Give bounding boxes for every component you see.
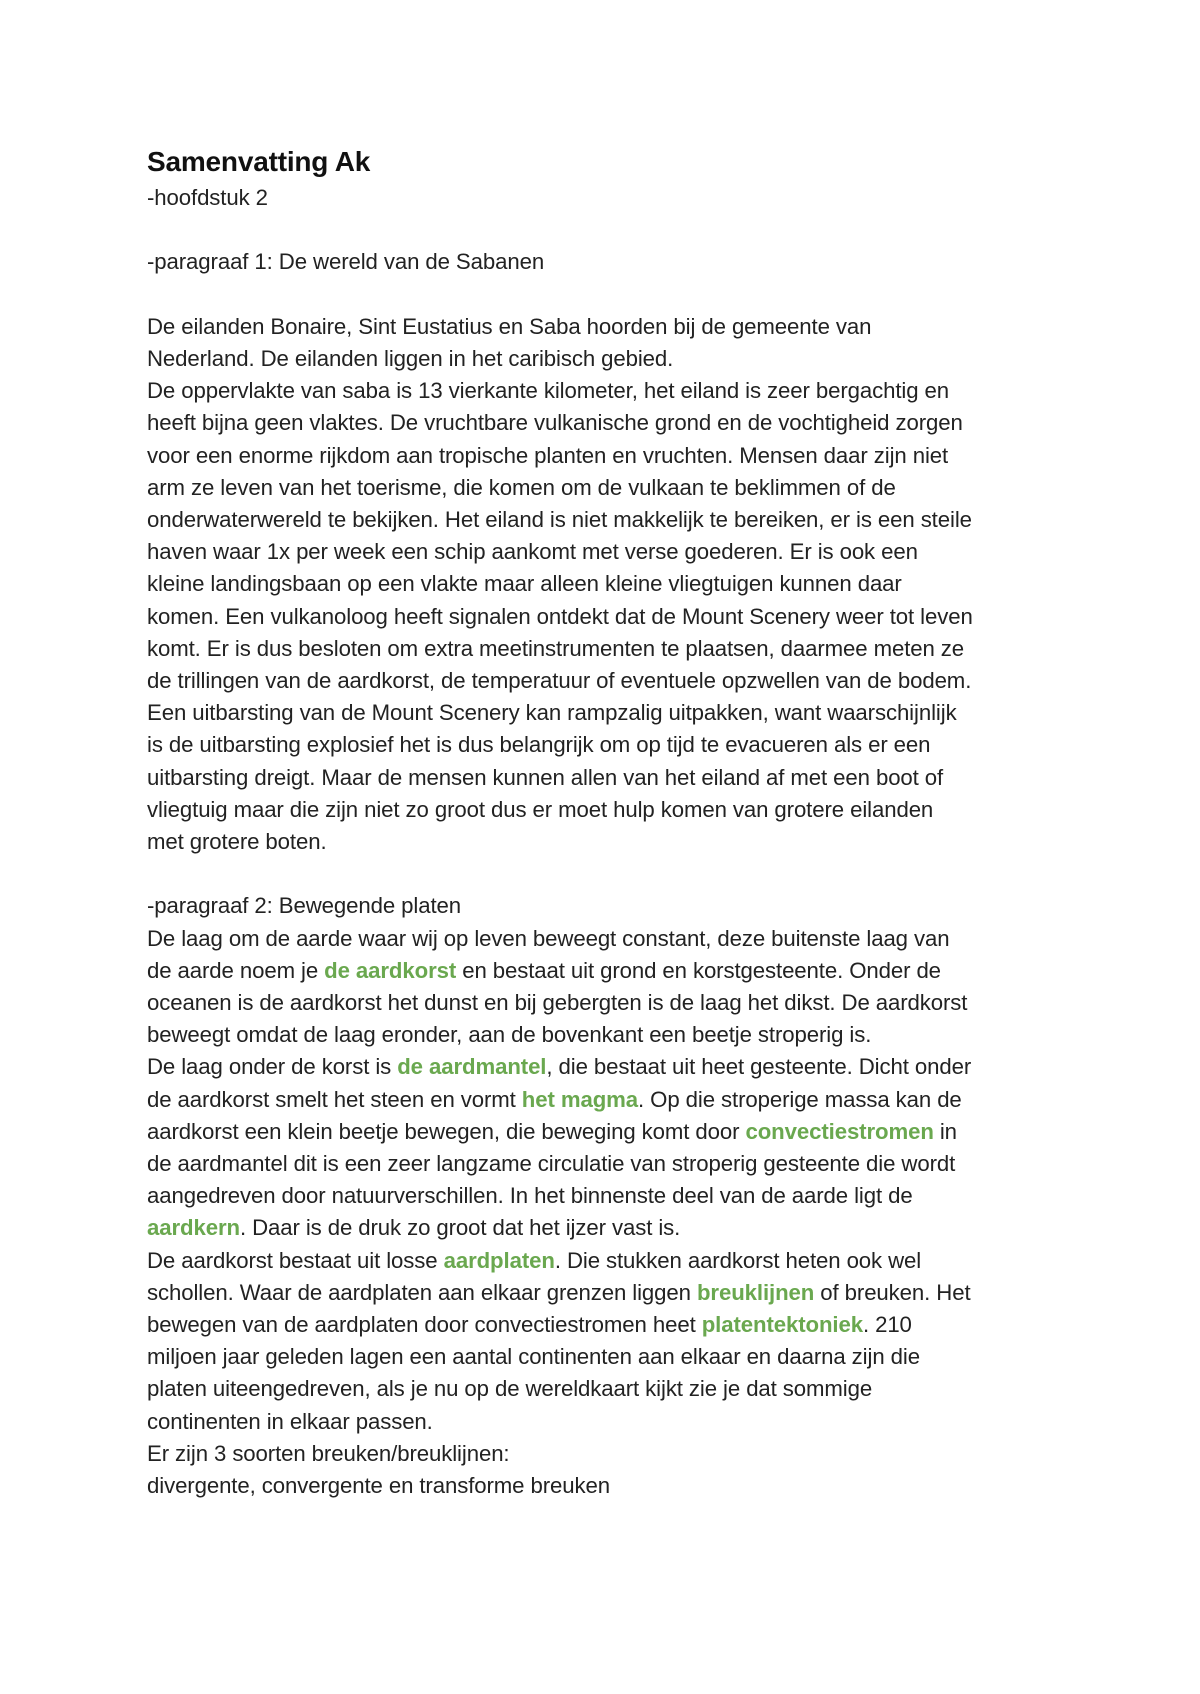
paragraph-line: De laag om de aarde waar wij op leven beweegt constant, deze buitenste laag van bbox=[147, 925, 950, 951]
paragraph-line bbox=[147, 1051, 1077, 1083]
text-run: . Die stukken aardkorst heten ook wel bbox=[554, 1247, 922, 1273]
text-run: . Daar is de druk zo groot dat het ijzer vast is. bbox=[239, 1215, 681, 1241]
paragraph-line: arm ze leven van het toerisme, die komen om de vulkaan te beklimmen of de bbox=[147, 474, 896, 500]
paragraph-line: met grotere boten. bbox=[147, 829, 327, 855]
paragraph-line: de trillingen van de aardkorst, de temperatuur of eventuele opzwellen van de bodem. bbox=[147, 668, 972, 694]
paragraph-line: de aardmantel dit is een zeer langzame circulatie van stroperig gesteente die wordt bbox=[147, 1151, 956, 1177]
paragraph-line: Nederland. De eilanden liggen in het caribisch gebied. bbox=[147, 345, 674, 371]
text-run: schollen. Waar de aardplaten aan elkaar grenzen liggen bbox=[147, 1279, 697, 1305]
paragraph-line: komt. Er is dus besloten om extra meetinstrumenten te plaatsen, daarmee meten ze bbox=[147, 635, 965, 661]
text-run: de aardkorst smelt het steen en vormt bbox=[147, 1086, 522, 1112]
text-run: en bestaat uit grond en korstgesteente. Onder de bbox=[456, 957, 941, 983]
paragraph-line: voor een enorme rijkdom aan tropische planten en vruchten. Mensen daar zijn niet bbox=[147, 442, 949, 468]
paragraph-line: heeft bijna geen vlaktes. De vruchtbare vulkanische grond en de vochtigheid zorgen bbox=[147, 410, 963, 436]
paragraph-line: continenten in elkaar passen. bbox=[147, 1408, 433, 1434]
paragraph-line: De oppervlakte van saba is 13 vierkante kilometer, het eiland is zeer bergachtig en bbox=[147, 378, 950, 404]
paragraph-line: De eilanden Bonaire, Sint Eustatius en Saba hoorden bij de gemeente van bbox=[147, 313, 872, 339]
paragraph-line: divergente, convergente en transforme breuken bbox=[147, 1473, 610, 1499]
term-aardkorst: de aardkorst bbox=[324, 957, 457, 983]
paragraph-line: vliegtuig maar die zijn niet zo groot dus er moet hulp komen van grotere eilanden bbox=[147, 796, 934, 822]
text-run: De aardkorst bestaat uit losse bbox=[147, 1247, 444, 1273]
text-run: , die bestaat uit heet gesteente. Dicht onder bbox=[546, 1054, 972, 1080]
term-aardplaten: aardplaten bbox=[443, 1247, 555, 1273]
paragraph-line: is de uitbarsting explosief het is dus belangrijk om op tijd te evacueren als er een bbox=[147, 732, 931, 758]
paragraph-line: Er zijn 3 soorten breuken/breuklijnen: bbox=[147, 1440, 510, 1466]
section-2-heading: -paragraaf 2: Bewegende platen bbox=[147, 893, 462, 919]
spacer bbox=[147, 858, 1077, 890]
text-run: of breuken. Het bbox=[814, 1279, 971, 1305]
paragraph-line bbox=[147, 955, 1077, 987]
term-platentektoniek: platentektoniek bbox=[701, 1312, 863, 1338]
paragraph-line: haven waar 1x per week een schip aankomt met verse goederen. Er is ook een bbox=[147, 539, 918, 565]
paragraph-line: uitbarsting dreigt. Maar de mensen kunnen allen van het eiland af met een boot of bbox=[147, 764, 944, 790]
term-aardkern: aardkern bbox=[147, 1215, 240, 1241]
document-page bbox=[147, 142, 1077, 1502]
text-run: bewegen van de aardplaten door convectiestromen heet bbox=[147, 1312, 702, 1338]
text-run: in bbox=[933, 1118, 957, 1144]
text-run: de aarde noem je bbox=[147, 957, 325, 983]
text-run: aardkorst een klein beetje bewegen, die beweging komt door bbox=[147, 1118, 746, 1144]
paragraph-line: miljoen jaar geleden lagen een aantal continenten aan elkaar en daarna zijn die bbox=[147, 1344, 920, 1370]
section-1-heading: -paragraaf 1: De wereld van de Sabanen bbox=[147, 249, 545, 275]
paragraph-line bbox=[147, 1116, 1077, 1148]
chapter-label: -hoofdstuk 2 bbox=[147, 185, 268, 210]
paragraph-line bbox=[147, 1212, 1077, 1244]
paragraph-line bbox=[147, 1084, 1077, 1116]
paragraph-line: beweegt omdat de laag eronder, aan de bovenkant een beetje stroperig is. bbox=[147, 1022, 872, 1048]
paragraph-line: komen. Een vulkanoloog heeft signalen ontdekt dat de Mount Scenery weer tot leven bbox=[147, 603, 973, 629]
paragraph-line: kleine landingsbaan op een vlakte maar alleen kleine vliegtuigen kunnen daar bbox=[147, 571, 902, 597]
document-title: Samenvatting Ak bbox=[147, 146, 371, 177]
paragraph-line: onderwaterwereld te bekijken. Het eiland is niet makkelijk te bereiken, er is een steile bbox=[147, 507, 972, 532]
paragraph-line bbox=[147, 1309, 1077, 1341]
paragraph-line: platen uiteengedreven, als je nu op de wereldkaart kijkt zie je dat sommige bbox=[147, 1376, 873, 1402]
paragraph-line: oceanen is de aardkorst het dunst en bij gebergten is de laag het dikst. De aardkorst bbox=[147, 990, 968, 1016]
paragraph-line bbox=[147, 1245, 1077, 1277]
section-2-body bbox=[147, 923, 1077, 1503]
term-breuklijnen: breuklijnen bbox=[696, 1279, 815, 1305]
spacer bbox=[147, 214, 1077, 246]
paragraph-line: aangedreven door natuurverschillen. In het binnenste deel van de aarde ligt de bbox=[147, 1183, 913, 1209]
text-run: . 210 bbox=[862, 1312, 912, 1338]
term-magma: het magma bbox=[521, 1086, 639, 1112]
section-1-body bbox=[147, 311, 1077, 858]
spacer bbox=[147, 279, 1077, 311]
paragraph-line: Een uitbarsting van de Mount Scenery kan rampzalig uitpakken, want waarschijnlijk bbox=[147, 700, 957, 726]
paragraph-line bbox=[147, 1277, 1077, 1309]
text-run: De laag onder de korst is bbox=[147, 1054, 398, 1080]
text-run: . Op die stroperige massa kan de bbox=[638, 1086, 962, 1112]
term-aardmantel: de aardmantel bbox=[397, 1054, 547, 1080]
term-convectiestromen: convectiestromen bbox=[745, 1118, 934, 1144]
